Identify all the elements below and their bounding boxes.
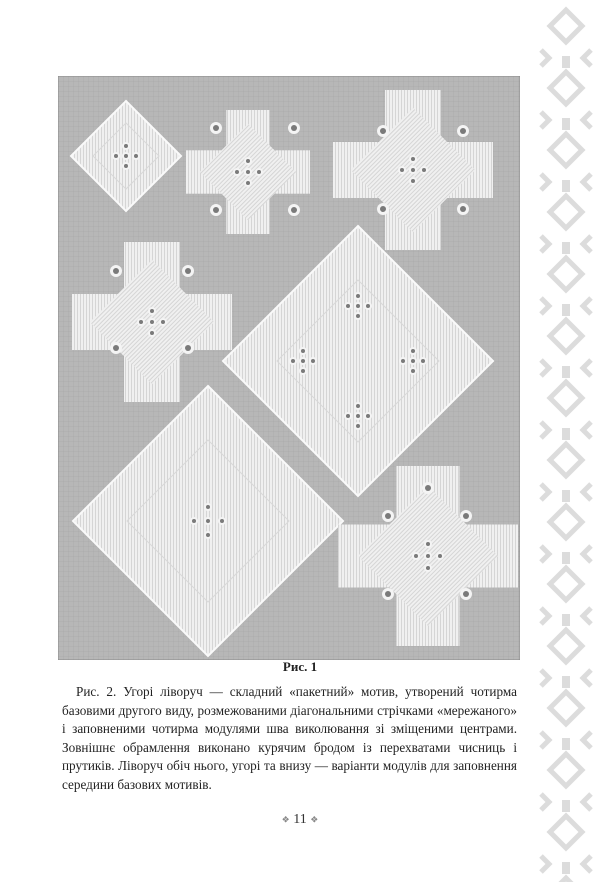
star-motif	[344, 302, 352, 310]
star-motif	[122, 162, 130, 170]
star-motif	[382, 588, 394, 600]
star-motif	[354, 412, 362, 420]
star-motif	[424, 552, 432, 560]
star-motif	[364, 412, 372, 420]
decorative-border-ornament	[533, 0, 600, 882]
star-motif	[354, 302, 362, 310]
border-motif	[541, 196, 591, 254]
border-motif	[541, 754, 591, 812]
star-motif	[424, 540, 432, 548]
star-motif	[182, 342, 194, 354]
star-motif	[419, 357, 427, 365]
star-motif	[309, 357, 317, 365]
star-motif	[364, 302, 372, 310]
body-paragraph: Рис. 2. Угорі ліворуч — складний «пакетний» мотив, утворений чотирма базовими другого виду, розмежованими діагональними стрічками «мережаного» і заповненими чотирма модулями шва виколювання зі зміщеними центрами. Зовнішнє обрамлення виконано курячим бродом із перехватами чисниць і прутиків. Ліворуч обіч нього, угорі та внизу — варіанти модулів для заповнення середини базових мотивів.	[62, 684, 517, 792]
star-motif	[288, 204, 300, 216]
star-motif	[409, 166, 417, 174]
star-motif	[210, 204, 222, 216]
star-motif	[210, 122, 222, 134]
border-motif	[541, 10, 591, 68]
border-motif	[541, 506, 591, 564]
border-motif	[541, 382, 591, 440]
star-motif	[412, 552, 420, 560]
star-motif	[244, 157, 252, 165]
star-motif	[399, 357, 407, 365]
star-motif	[460, 588, 472, 600]
star-motif	[122, 142, 130, 150]
star-motif	[159, 318, 167, 326]
star-motif	[409, 155, 417, 163]
star-motif	[288, 122, 300, 134]
star-motif	[354, 312, 362, 320]
star-motif	[354, 422, 362, 430]
star-motif	[137, 318, 145, 326]
page-footer	[0, 812, 600, 828]
star-motif	[110, 265, 122, 277]
border-motif	[541, 72, 591, 130]
star-motif	[289, 357, 297, 365]
star-motif	[204, 503, 212, 511]
star-motif	[377, 125, 389, 137]
border-motif	[541, 692, 591, 750]
border-motif	[541, 444, 591, 502]
star-motif	[244, 179, 252, 187]
border-motif	[541, 258, 591, 316]
star-motif	[398, 166, 406, 174]
star-motif	[255, 168, 263, 176]
star-motif	[233, 168, 241, 176]
star-motif	[409, 357, 417, 365]
star-motif	[299, 357, 307, 365]
footer-ornament-right: ❖	[310, 814, 319, 825]
star-motif	[122, 152, 130, 160]
star-motif	[409, 177, 417, 185]
star-motif	[354, 402, 362, 410]
star-motif	[354, 292, 362, 300]
border-motif	[541, 878, 591, 882]
star-motif	[457, 125, 469, 137]
star-motif	[299, 347, 307, 355]
border-motif	[541, 320, 591, 378]
star-motif	[436, 552, 444, 560]
border-motif	[541, 568, 591, 626]
star-motif	[182, 265, 194, 277]
star-motif	[204, 517, 212, 525]
border-motif	[541, 134, 591, 192]
star-motif	[460, 510, 472, 522]
star-motif	[409, 347, 417, 355]
star-motif	[422, 482, 434, 494]
star-motif	[204, 531, 212, 539]
star-motif	[218, 517, 226, 525]
star-motif	[420, 166, 428, 174]
figure-caption: Рис. 1	[282, 659, 318, 674]
page-number: 11	[293, 812, 307, 827]
footer-ornament-left: ❖	[281, 814, 290, 825]
star-motif	[424, 564, 432, 572]
star-motif	[132, 152, 140, 160]
star-motif	[148, 329, 156, 337]
star-motif	[148, 318, 156, 326]
star-motif	[299, 367, 307, 375]
star-motif	[148, 307, 156, 315]
star-motif	[382, 510, 394, 522]
star-motif	[112, 152, 120, 160]
star-motif	[344, 412, 352, 420]
star-motif	[110, 342, 122, 354]
star-motif	[409, 367, 417, 375]
star-motif	[377, 203, 389, 215]
embroidery-pattern-chart	[58, 76, 520, 660]
star-motif	[244, 168, 252, 176]
star-motif	[457, 203, 469, 215]
star-motif	[190, 517, 198, 525]
